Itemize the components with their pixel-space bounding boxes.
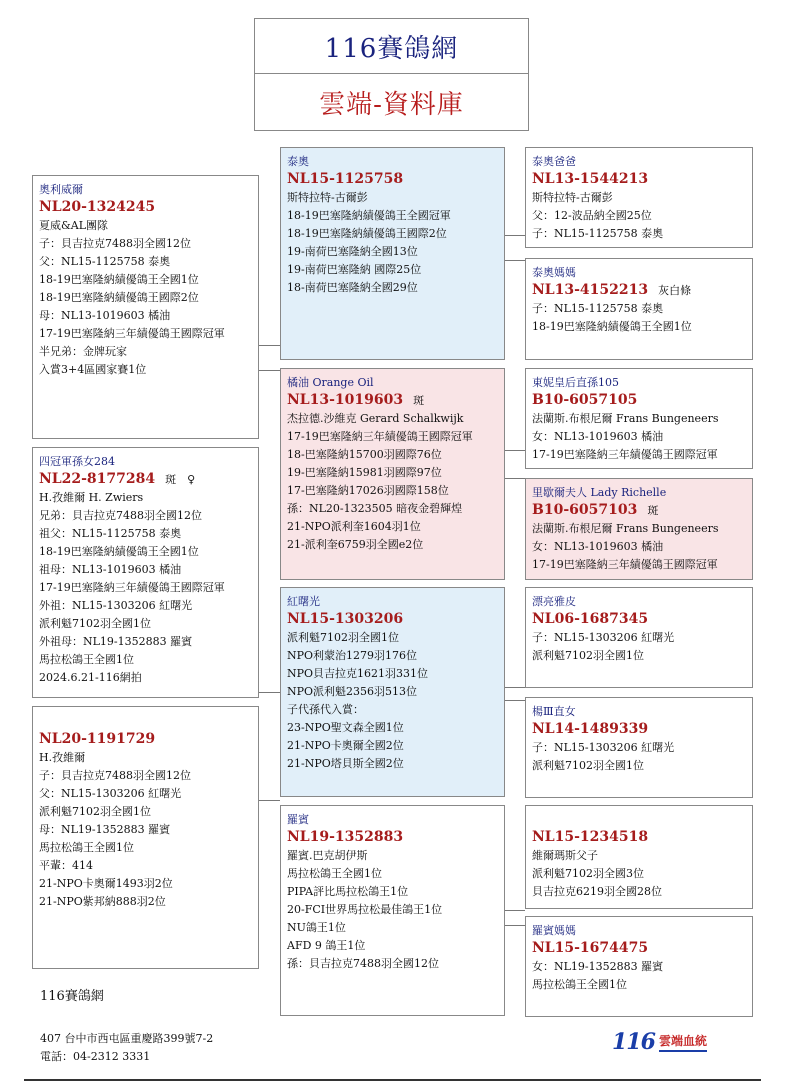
ring-number: NL20-1324245: [39, 199, 156, 215]
connector-robin-gd: [504, 925, 525, 926]
detail-line: NU鴿王1位: [287, 921, 346, 934]
detail-line: 孫：NL20-1323505 暗夜金碧輝煌: [287, 502, 463, 515]
ring-number: NL14-1489339: [532, 721, 649, 737]
ring-number: B10-6057105: [532, 392, 638, 408]
pigeon-details: [287, 629, 499, 773]
detail-line: NPO派利魁2356羽513位: [287, 685, 418, 698]
title-box: [254, 18, 529, 131]
detail-line: 女：NL13-1019603 橘油: [532, 540, 664, 553]
detail-line: 子：NL15-1303206 紅曙光: [532, 741, 675, 754]
detail-line: 17-19巴塞隆納三年績優鴿王國際冠軍: [532, 448, 718, 461]
detail-line: 斯特拉特-古爾彭: [532, 191, 613, 204]
detail-line: AFD 9 鴿王1位: [287, 939, 366, 952]
grandparent-card[interactable]: [525, 805, 753, 909]
detail-line: 18-19巴塞隆納績優鴿王全國1位: [39, 273, 199, 286]
detail-line: 女：NL19-1352883 羅賓: [532, 960, 664, 973]
pigeon-name: 紅曙光: [287, 595, 320, 608]
grandparent-card[interactable]: [525, 147, 753, 248]
detail-line: 19-巴塞隆納15981羽國際97位: [287, 466, 442, 479]
address: 407 台中市西屯區重慶路399號7-2: [40, 1032, 214, 1045]
detail-line: 21-派利奎6759羽全國e2位: [287, 538, 424, 551]
detail-line: 維爾瑪斯父子: [532, 849, 598, 862]
connector-sib1-red: [259, 692, 280, 693]
detail-line: 子代孫代入賞：: [287, 703, 364, 716]
detail-line: 母：NL19-1352883 羅賓: [39, 823, 171, 836]
pigeon-name: 四冠軍孫女284: [39, 455, 115, 468]
detail-line: 17-19巴塞隆納三年績優鴿王國際冠軍: [287, 430, 473, 443]
detail-line: 21-NPO卡奧爾1493羽2位: [39, 877, 173, 890]
detail-line: 孫：貝吉拉克7488羽全國12位: [287, 957, 439, 970]
detail-line: 入賞3+4區國家賽1位: [39, 363, 147, 376]
detail-line: NPO貝吉拉克1621羽331位: [287, 667, 429, 680]
connector-robin-gs: [504, 910, 525, 911]
detail-line: 父：NL15-1125758 泰奧: [39, 255, 171, 268]
detail-line: 馬拉松鴿王全國1位: [39, 653, 134, 666]
sibling-card[interactable]: [32, 447, 259, 698]
sire-card[interactable]: [280, 587, 505, 797]
detail-line: 17-19巴塞隆納三年績優鴿王國際冠軍: [39, 327, 225, 340]
color: 灰白條: [658, 284, 692, 297]
detail-line: 法蘭斯.布根尼爾 Frans Bungeneers: [532, 412, 719, 425]
pigeon-name: 橘油 Orange Oil: [287, 376, 374, 389]
connector-subject-dam: [259, 370, 280, 371]
detail-line: 18-19巴塞隆納績優鴿王全國1位: [532, 320, 692, 333]
connector-dam-gd: [504, 478, 525, 479]
pigeon-name: 里歇爾夫人 Lady Richelle: [532, 486, 667, 499]
detail-line: 父：12-波品納全國25位: [532, 209, 652, 222]
detail-line: 20-FCI世界馬拉松最佳鴿王1位: [287, 903, 443, 916]
detail-line: 馬拉松鴿王全國1位: [287, 867, 382, 880]
subject-card[interactable]: [32, 175, 259, 439]
detail-line: 19-南荷巴塞隆納 國際25位: [287, 263, 422, 276]
ring-number: NL15-1303206: [287, 611, 404, 627]
site-title: 116賽鴿網: [255, 19, 528, 74]
dam-card[interactable]: [280, 368, 505, 580]
ring-number: NL13-4152213 灰白條: [532, 282, 692, 298]
detail-line: 派利魁7102羽全國1位: [39, 805, 151, 818]
pigeon-name: 漂亮雅皮: [532, 595, 576, 608]
bottom-divider: [24, 1079, 761, 1081]
footer-site-name: 116賽鴿網: [40, 989, 104, 1004]
logo-text: 雲端血統: [659, 1032, 707, 1052]
detail-line: 子：貝吉拉克7488羽全國12位: [39, 769, 191, 782]
detail-line: 貝吉拉克6219羽全國28位: [532, 885, 662, 898]
color: 斑: [647, 504, 659, 517]
ring-number: NL19-1352883: [287, 829, 404, 845]
ring-number: NL06-1687345: [532, 611, 649, 627]
brand-logo: [612, 1029, 707, 1055]
grandparent-card[interactable]: [525, 368, 753, 469]
pigeon-name: 東妮皇后直孫105: [532, 376, 619, 389]
detail-line: 馬拉松鴿王全國1位: [39, 841, 134, 854]
detail-line: 21-NPO紫邦納888羽2位: [39, 895, 166, 908]
pigeon-name: 泰奧媽媽: [532, 266, 576, 279]
pigeon-name: 奧利威爾: [39, 183, 83, 196]
detail-line: 祖父：NL15-1125758 泰奧: [39, 527, 182, 540]
sire-card[interactable]: [280, 147, 505, 360]
detail-line: 派利魁7102羽全國1位: [532, 649, 644, 662]
detail-line: 派利魁7102羽全國1位: [532, 759, 644, 772]
detail-line: 21-NPO派利奎1604羽1位: [287, 520, 421, 533]
pigeon-name: 羅賓: [287, 813, 309, 826]
pigeon-details: [287, 847, 499, 973]
ring-number: NL13-1544213: [532, 171, 649, 187]
detail-line: 子：貝吉拉克7488羽全國12位: [39, 237, 191, 250]
detail-line: 馬拉松鴿王全國1位: [532, 978, 627, 991]
sibling-card[interactable]: [32, 706, 259, 969]
pigeon-name: 泰奧爸爸: [532, 155, 576, 168]
detail-line: PIPA評比馬拉松鴿王1位: [287, 885, 409, 898]
detail-line: 子：NL15-1125758 泰奧: [532, 302, 664, 315]
detail-line: 18-巴塞隆納15700羽國際76位: [287, 448, 442, 461]
pigeon-details: [39, 489, 253, 687]
detail-line: 17-巴塞隆納17026羽國際158位: [287, 484, 449, 497]
phone: 電話：04-2312 3331: [40, 1050, 151, 1063]
connector-dam-gs: [504, 450, 525, 451]
detail-line: 18-19巴塞隆納績優鴿王全國1位: [39, 545, 199, 558]
pigeon-details: [39, 217, 253, 379]
detail-line: 祖母：NL13-1019603 橘油: [39, 563, 182, 576]
dam-card[interactable]: [280, 805, 505, 1016]
database-subtitle: 雲端-資料庫: [319, 90, 464, 120]
color: 斑: [413, 394, 425, 407]
detail-line: 18-19巴塞隆納績優鴿王全國冠軍: [287, 209, 451, 222]
ring-number: NL13-1019603 斑: [287, 392, 425, 408]
detail-line: 外祖：NL15-1303206 紅曙光: [39, 599, 193, 612]
detail-line: 18-19巴塞隆納績優鴿王國際2位: [39, 291, 199, 304]
grandparent-card[interactable]: [525, 916, 753, 1017]
pigeon-details: [287, 410, 499, 554]
detail-line: 17-19巴塞隆納三年績優鴿王國際冠軍: [39, 581, 225, 594]
detail-line: 2024.6.21-116網拍: [39, 671, 142, 684]
ring-number: NL15-1234518: [532, 829, 649, 845]
connector-sire-gs: [504, 235, 525, 236]
detail-line: 子：NL15-1303206 紅曙光: [532, 631, 675, 644]
detail-line: 斯特拉特-古爾彭: [287, 191, 368, 204]
logo-number: 116: [612, 1029, 655, 1055]
detail-line: 母：NL13-1019603 橘油: [39, 309, 171, 322]
ring-number: NL20-1191729: [39, 731, 156, 747]
detail-line: 法蘭斯.布根尼爾 Frans Bungeneers: [532, 522, 719, 535]
connector-sib2-robin: [259, 800, 280, 801]
pigeon-details: [287, 189, 499, 297]
pigeon-name: 楊Ⅲ直女: [532, 705, 576, 718]
connector-red-gs: [504, 687, 525, 688]
detail-line: 半兄弟：金牌玩家: [39, 345, 127, 358]
connector-red-gd: [504, 700, 525, 701]
ring-number: NL15-1125758: [287, 171, 404, 187]
grandparent-card[interactable]: [525, 258, 753, 360]
detail-line: 21-NPO卡奧爾全國2位: [287, 739, 404, 752]
detail-line: 兄弟：貝吉拉克7488羽全國12位: [39, 509, 202, 522]
detail-line: 23-NPO聖文森全國1位: [287, 721, 404, 734]
contact-info: [40, 1030, 213, 1066]
pigeon-name: 泰奧: [287, 155, 309, 168]
detail-line: H.孜維爾 H. Zwiers: [39, 491, 144, 504]
detail-line: 派利魁7102羽全國1位: [287, 631, 399, 644]
detail-line: 外祖母：NL19-1352883 羅賓: [39, 635, 193, 648]
detail-line: 21-NPO塔貝斯全國2位: [287, 757, 404, 770]
ring-number: NL22-8177284 斑 ♀: [39, 471, 196, 487]
grandparent-card[interactable]: [525, 587, 753, 688]
detail-line: 夏威&AL團隊: [39, 219, 109, 232]
detail-line: 18-19巴塞隆納績優鴿王國際2位: [287, 227, 447, 240]
detail-line: 17-19巴塞隆納三年績優鴿王國際冠軍: [532, 558, 718, 571]
detail-line: H.孜維爾: [39, 751, 86, 764]
grandparent-card[interactable]: [525, 478, 753, 580]
ring-number: NL15-1674475: [532, 940, 649, 956]
detail-line: 女：NL13-1019603 橘油: [532, 430, 664, 443]
detail-line: 派利魁7102羽全國3位: [532, 867, 644, 880]
detail-line: 19-南荷巴塞隆納全國13位: [287, 245, 418, 258]
detail-line: NPO利蒙治1279羽176位: [287, 649, 418, 662]
detail-line: 派利魁7102羽全國1位: [39, 617, 151, 630]
detail-line: 父：NL15-1303206 紅曙光: [39, 787, 182, 800]
detail-line: 子：NL15-1125758 泰奧: [532, 227, 664, 240]
grandparent-card[interactable]: [525, 697, 753, 798]
detail-line: 平輩：414: [39, 859, 93, 872]
pigeon-details: [39, 749, 253, 911]
connector-subject-sire: [259, 345, 280, 346]
detail-line: 羅賓.巴克胡伊斯: [287, 849, 368, 862]
ring-number: B10-6057103 斑: [532, 502, 659, 518]
detail-line: 杰拉德.沙維克 Gerard Schalkwijk: [287, 412, 464, 425]
color-sex: 斑 ♀: [165, 473, 196, 486]
pigeon-name: 羅賓媽媽: [532, 924, 576, 937]
detail-line: 18-南荷巴塞隆納全國29位: [287, 281, 418, 294]
connector-sire-gd: [504, 260, 525, 261]
